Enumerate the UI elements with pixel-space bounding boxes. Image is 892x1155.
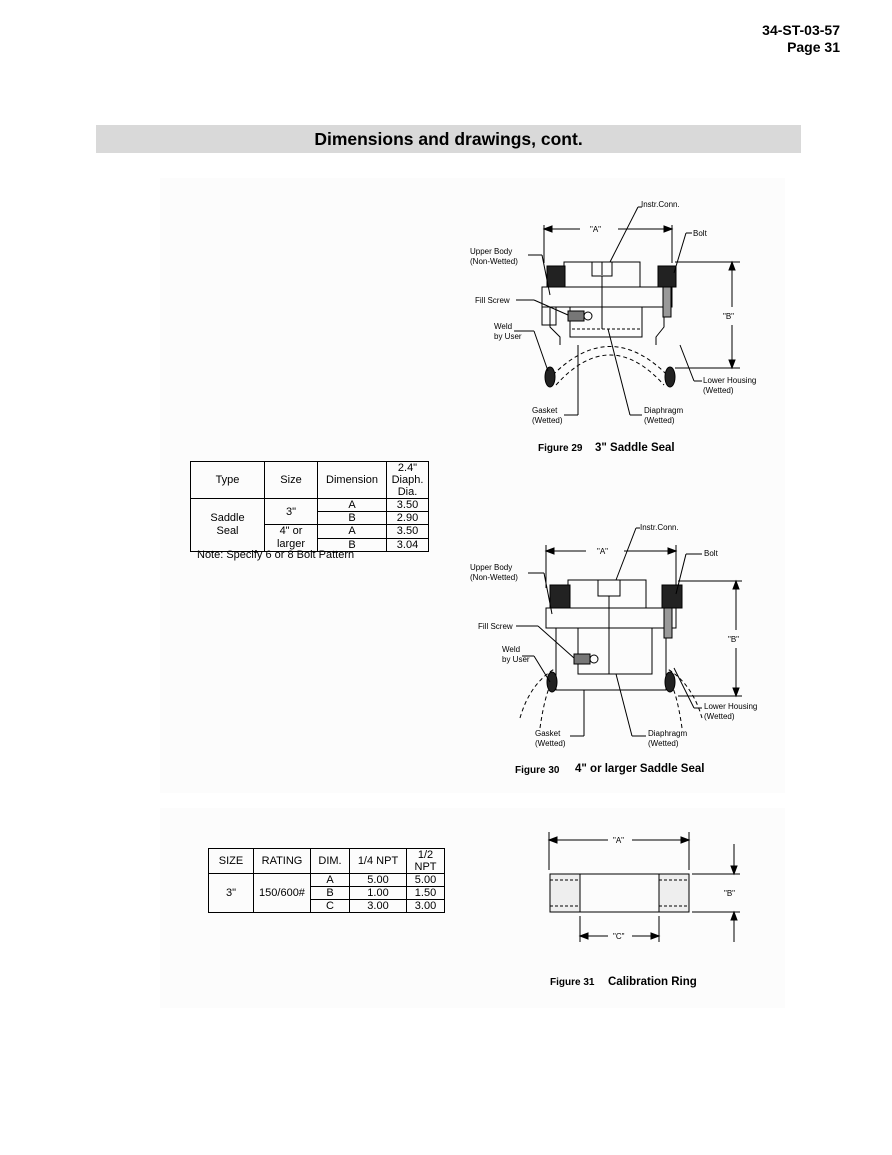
table-header: RATING <box>254 849 311 874</box>
table-cell-value: 5.00 <box>407 874 445 887</box>
table-cell-dim: A <box>311 874 350 887</box>
table-cell-dim: A <box>318 525 387 539</box>
label-gasket-sub: (Wetted) <box>532 416 563 425</box>
table-cell-value: 1.50 <box>407 887 445 900</box>
label-fill-screw: Fill Screw <box>475 296 510 305</box>
label-diaphragm-sub: (Wetted) <box>648 739 679 748</box>
figure-31-number: Figure 31 <box>550 977 595 988</box>
table-cell-value: 5.00 <box>350 874 407 887</box>
label-gasket-sub: (Wetted) <box>535 739 566 748</box>
table-cell-rating: 150/600# <box>254 874 311 913</box>
label-instr-conn: Instr.Conn. <box>640 523 679 532</box>
figure-31-drawing <box>540 830 750 995</box>
calibration-ring-table <box>208 848 445 913</box>
document-number: 34-ST-03-57 <box>762 22 840 38</box>
table-cell-size: 3" <box>265 499 318 525</box>
label-diaphragm: Diaphragm <box>644 406 684 415</box>
table-note: Note: Specify 6 or 8 Bolt Pattern <box>197 549 355 561</box>
table-header: DIM. <box>311 849 350 874</box>
table-header: Type <box>191 462 265 499</box>
label-weld: Weld <box>502 645 521 654</box>
label-dim-b: "B" <box>723 312 735 321</box>
label-upper-body: Upper Body <box>470 563 513 572</box>
label-upper-body-sub: (Non-Wetted) <box>470 257 518 266</box>
figure-29-title: 3" Saddle Seal <box>595 442 675 454</box>
table-cell-value: 1.00 <box>350 887 407 900</box>
table-cell-value: 3.50 <box>387 499 429 512</box>
table-cell-size: 3" <box>209 874 254 913</box>
table-cell-type: Saddle Seal <box>191 499 265 552</box>
label-gasket: Gasket <box>532 406 558 415</box>
table-cell-dim: C <box>311 900 350 913</box>
label-dim-b: "B" <box>724 889 736 898</box>
table-cell-dim: B <box>318 538 387 552</box>
table-cell-value: 3.00 <box>407 900 445 913</box>
label-dim-a: "A" <box>597 547 609 556</box>
table-header: Dimension <box>318 462 387 499</box>
label-weld-sub: by User <box>494 332 522 341</box>
table-cell-value: 2.90 <box>387 512 429 525</box>
table-cell-size: 4" or larger <box>265 525 318 552</box>
label-lower-housing: Lower Housing <box>704 702 758 711</box>
label-instr-conn: Instr.Conn. <box>641 200 680 209</box>
table-cell-value: 3.00 <box>350 900 407 913</box>
label-dim-c: "C" <box>613 932 625 941</box>
label-gasket: Gasket <box>535 729 561 738</box>
label-lower-housing: Lower Housing <box>703 376 757 385</box>
label-dim-a: "A" <box>613 836 625 845</box>
page-number: Page 31 <box>787 39 840 55</box>
table-header: 1/4 NPT <box>350 849 407 874</box>
figure-31-title: Calibration Ring <box>608 976 697 988</box>
label-dim-a: "A" <box>590 225 602 234</box>
label-bolt: Bolt <box>704 549 718 558</box>
label-upper-body: Upper Body <box>470 247 513 256</box>
label-dim-b: "B" <box>728 635 740 644</box>
table-header: SIZE <box>209 849 254 874</box>
label-weld-sub: by User <box>502 655 530 664</box>
section-title: Dimensions and drawings, cont. <box>96 125 801 153</box>
label-fill-screw: Fill Screw <box>478 622 513 631</box>
figure-29-drawing <box>460 195 770 460</box>
figure-29-number: Figure 29 <box>538 443 583 454</box>
table-cell-value: 3.50 <box>387 525 429 539</box>
label-weld: Weld <box>494 322 513 331</box>
figure-30-title: 4" or larger Saddle Seal <box>575 763 705 775</box>
label-lower-housing-sub: (Wetted) <box>703 386 734 395</box>
table-cell-dim: A <box>318 499 387 512</box>
label-diaphragm-sub: (Wetted) <box>644 416 675 425</box>
saddle-seal-table <box>190 461 429 552</box>
label-upper-body-sub: (Non-Wetted) <box>470 573 518 582</box>
table-cell-dim: B <box>311 887 350 900</box>
label-diaphragm: Diaphragm <box>648 729 688 738</box>
table-cell-dim: B <box>318 512 387 525</box>
table-header: 2.4" Diaph. Dia. <box>387 462 429 499</box>
table-cell-value: 3.04 <box>387 538 429 552</box>
label-bolt: Bolt <box>693 229 707 238</box>
figure-30-number: Figure 30 <box>515 765 560 776</box>
table-header: 1/2 NPT <box>407 849 445 874</box>
figure-30-drawing <box>460 518 770 780</box>
table-header: Size <box>265 462 318 499</box>
label-lower-housing-sub: (Wetted) <box>704 712 735 721</box>
page-header <box>762 22 840 56</box>
